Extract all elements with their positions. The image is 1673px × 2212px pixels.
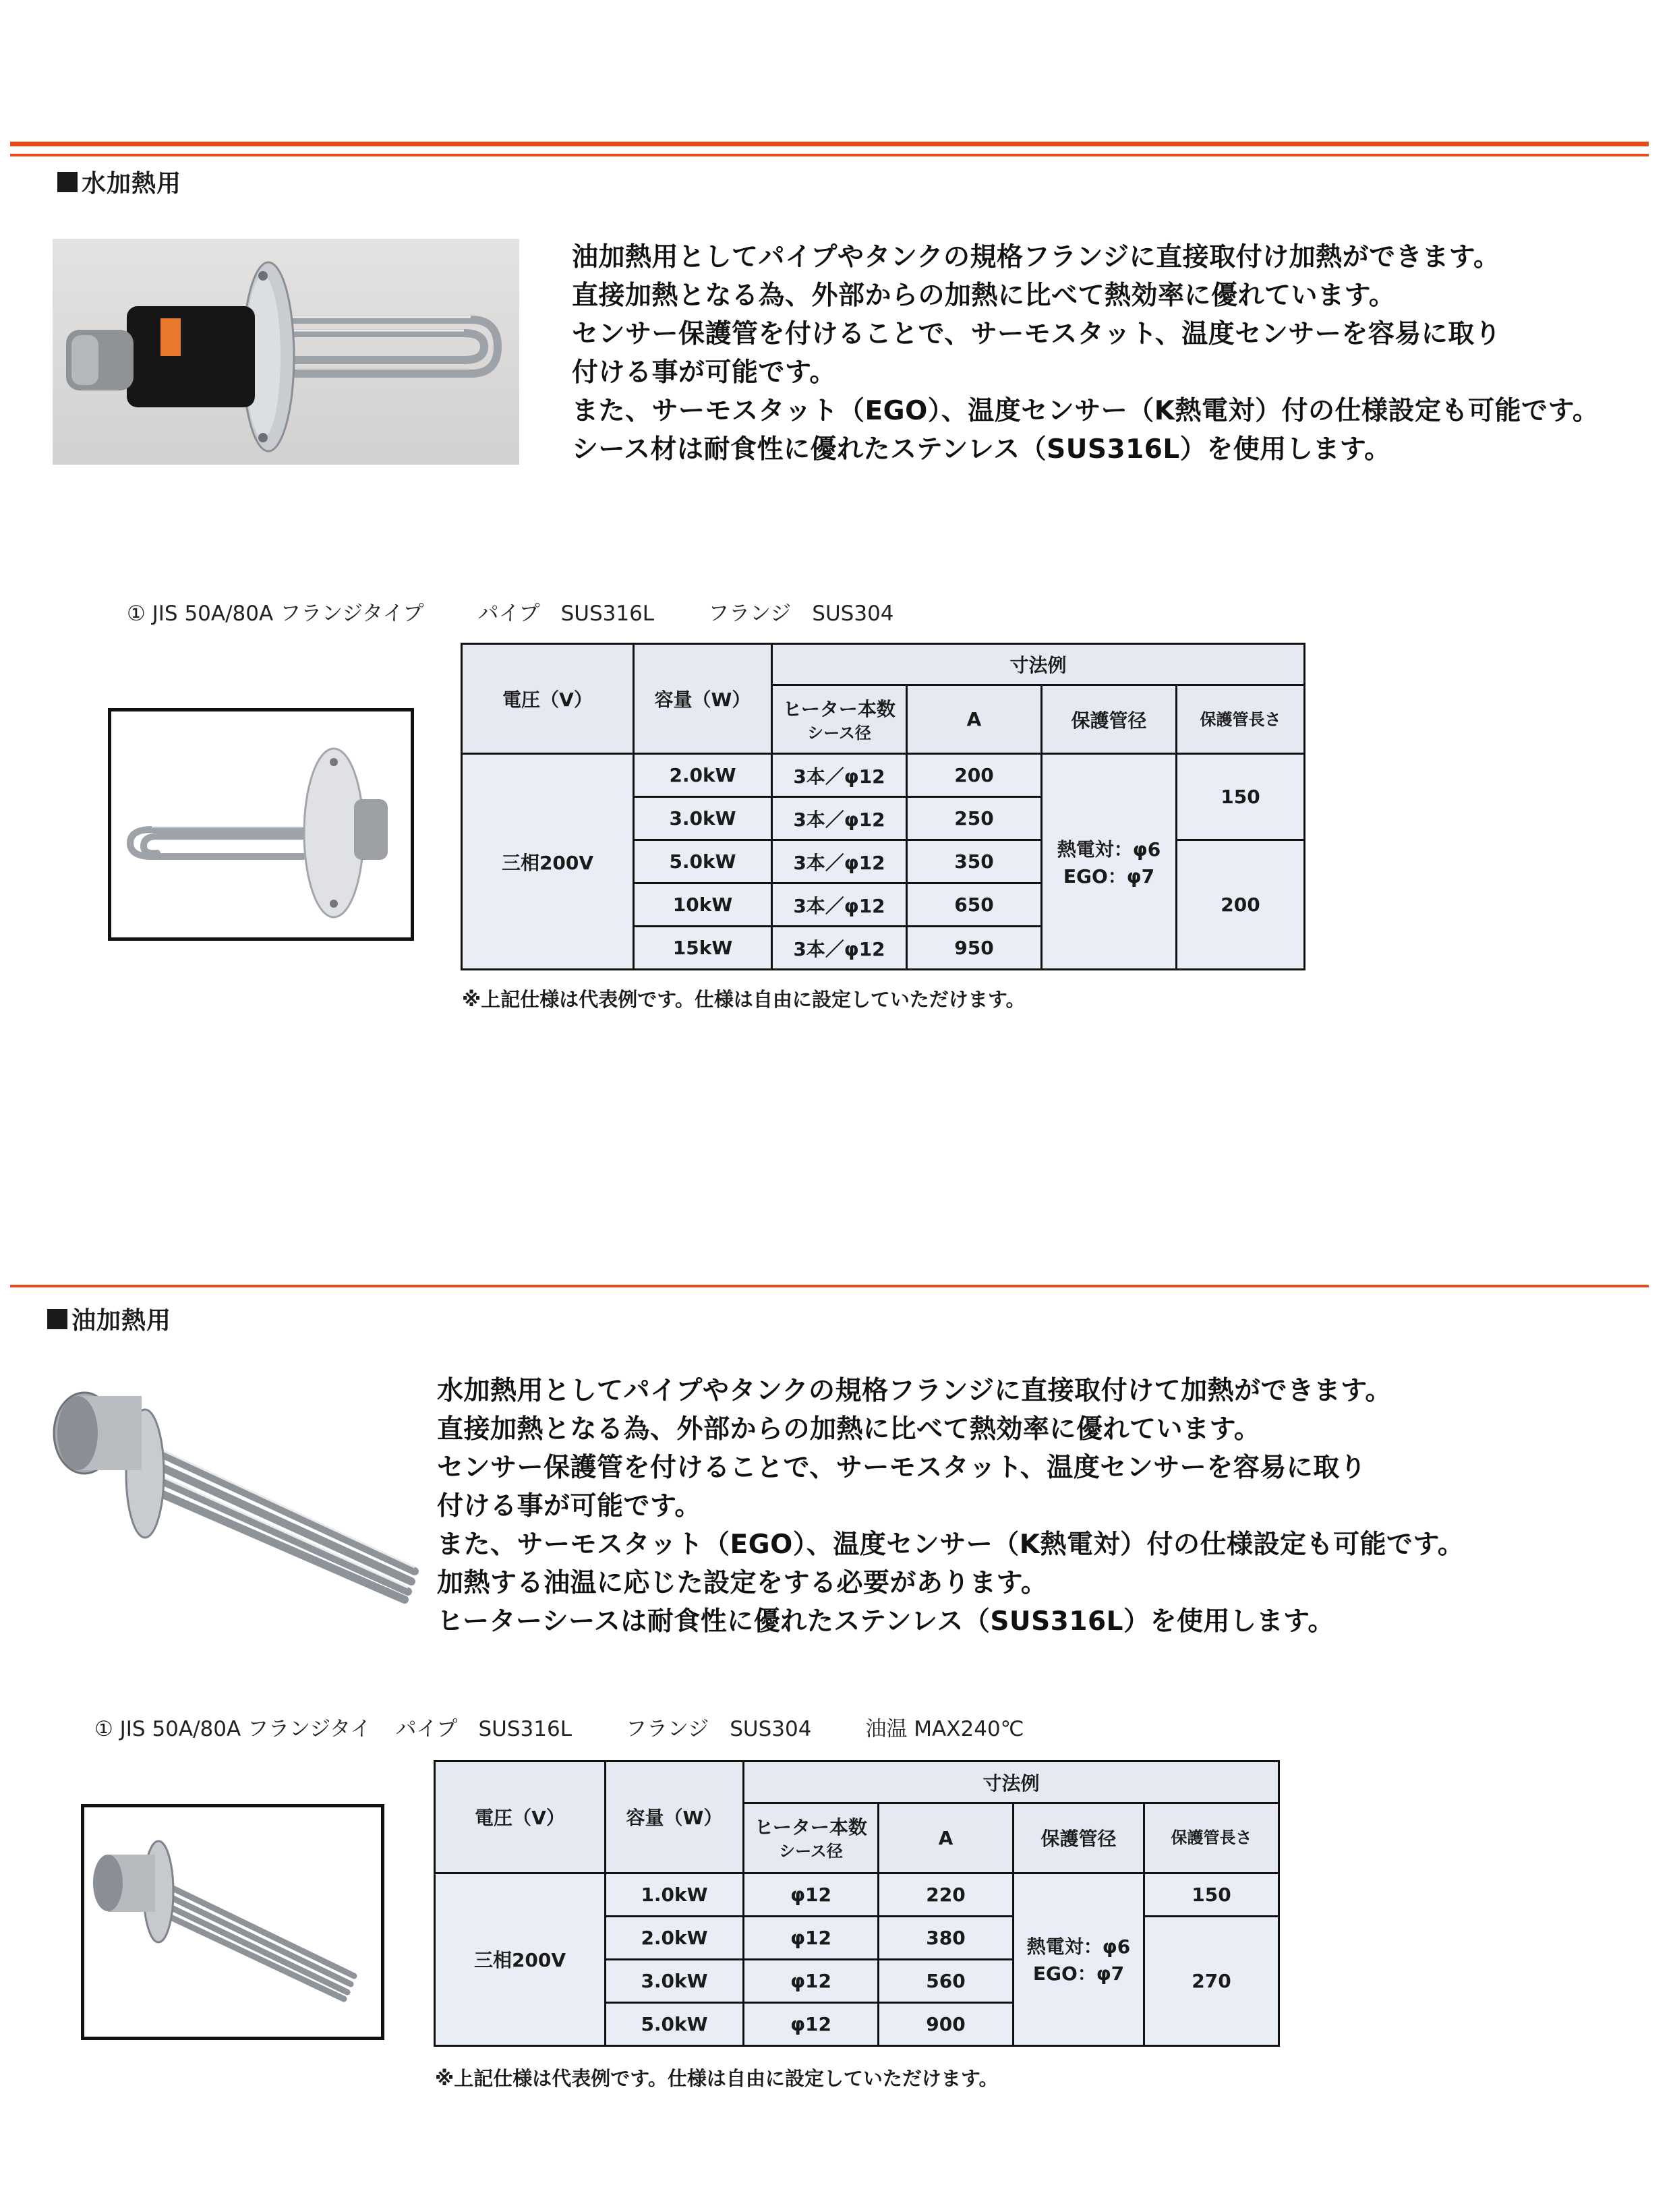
header-heater-count bbox=[744, 1803, 879, 1873]
heater-cell: 3本／φ12 bbox=[772, 883, 907, 927]
desc-line: 油加熱用としてパイプやタンクの規格フランジに直接取付け加熱ができます。 bbox=[572, 242, 1500, 272]
capacity-cell: 1.0kW bbox=[606, 1873, 744, 1916]
desc-line: ヒーターシースは耐食性に優れたステンレス（SUS316L）を使用します。 bbox=[437, 1606, 1334, 1637]
protection-length-cell: 270 bbox=[1144, 1916, 1279, 2045]
spec-oil-temp: 油温 MAX240℃ bbox=[865, 1717, 1024, 1741]
section-title-text: 水加熱用 bbox=[82, 170, 182, 198]
protection-tube-line2: EGO：φ7 bbox=[1032, 1962, 1125, 1985]
header-heater-line2: シース径 bbox=[779, 1842, 843, 1861]
a-cell: 560 bbox=[879, 1959, 1014, 2002]
desc-line: 付ける事が可能です。 bbox=[572, 357, 836, 388]
header-a: A bbox=[879, 1803, 1014, 1873]
a-cell: 380 bbox=[879, 1916, 1014, 1959]
a-cell: 900 bbox=[879, 2002, 1014, 2045]
header-protection-tube: 保護管径 bbox=[1042, 685, 1177, 754]
spec-type: ① JIS 50A/80A フランジタイ bbox=[94, 1717, 372, 1741]
heater-cell: 3本／φ12 bbox=[772, 797, 907, 840]
water-spec-line bbox=[127, 596, 948, 627]
header-protection-tube: 保護管径 bbox=[1014, 1803, 1144, 1873]
spec-flange: フランジ SUS304 bbox=[626, 1717, 812, 1741]
heater-cell: 3本／φ12 bbox=[772, 840, 907, 883]
header-heater-count bbox=[772, 685, 907, 754]
protection-length-cell: 200 bbox=[1177, 840, 1305, 970]
oil-note: ※上記仕様は代表例です。仕様は自由に設定していただけます。 bbox=[435, 2067, 999, 2090]
desc-line: 付ける事が可能です。 bbox=[437, 1491, 701, 1521]
heater-cell: φ12 bbox=[744, 1959, 879, 2002]
heater-cell: 3本／φ12 bbox=[772, 754, 907, 797]
protection-tube-cell bbox=[1042, 754, 1177, 970]
a-cell: 200 bbox=[907, 754, 1042, 797]
header-heater-line1: ヒーター本数 bbox=[755, 1816, 867, 1839]
protection-tube-line1: 熱電対：φ6 bbox=[1057, 838, 1161, 861]
section-divider-rule bbox=[10, 1285, 1649, 1287]
capacity-cell: 10kW bbox=[634, 883, 772, 927]
water-heater-photo bbox=[53, 239, 519, 465]
top-rule-thick bbox=[10, 142, 1649, 146]
capacity-cell: 5.0kW bbox=[606, 2002, 744, 2045]
a-cell: 950 bbox=[907, 927, 1042, 970]
header-a: A bbox=[907, 685, 1042, 754]
desc-line: また、サーモスタット（EGO）、温度センサー（K熱電対）付の仕様設定も可能です。 bbox=[437, 1530, 1465, 1560]
desc-line: 水加熱用としてパイプやタンクの規格フランジに直接取付けて加熱ができます。 bbox=[437, 1376, 1392, 1406]
desc-line: また、サーモスタット（EGO）、温度センサー（K熱電対）付の仕様設定も可能です。 bbox=[572, 396, 1599, 426]
a-cell: 250 bbox=[907, 797, 1042, 840]
header-heater-line1: ヒーター本数 bbox=[783, 697, 896, 720]
spec-type: ① JIS 50A/80A フランジタイプ bbox=[127, 602, 424, 626]
top-rule-thin bbox=[10, 154, 1649, 156]
water-spec-table bbox=[461, 643, 1305, 970]
square-bullet-icon bbox=[57, 172, 78, 192]
protection-length-cell: 150 bbox=[1144, 1873, 1279, 1916]
water-note: ※上記仕様は代表例です。仕様は自由に設定していただけます。 bbox=[462, 988, 1026, 1011]
oil-spec-line bbox=[94, 1712, 1078, 1742]
water-heater-framed-photo bbox=[108, 708, 414, 941]
capacity-cell: 15kW bbox=[634, 927, 772, 970]
desc-line: センサー保護管を付けることで、サーモスタット、温度センサーを容易に取り bbox=[572, 319, 1502, 349]
square-bullet-icon bbox=[47, 1309, 67, 1329]
a-cell: 650 bbox=[907, 883, 1042, 927]
capacity-cell: 3.0kW bbox=[634, 797, 772, 840]
header-capacity: 容量（W） bbox=[606, 1762, 744, 1873]
spec-pipe: パイプ SUS316L bbox=[477, 602, 655, 626]
header-dimensions: 寸法例 bbox=[744, 1762, 1279, 1803]
protection-tube-line2: EGO：φ7 bbox=[1063, 865, 1155, 887]
heater-cell: φ12 bbox=[744, 2002, 879, 2045]
header-heater-line2: シース径 bbox=[807, 723, 871, 743]
a-cell: 220 bbox=[879, 1873, 1014, 1916]
desc-line: 直接加熱となる為、外部からの加熱に比べて熱効率に優れています。 bbox=[437, 1414, 1261, 1445]
water-description bbox=[572, 238, 1599, 469]
section-title-water bbox=[57, 165, 181, 199]
a-cell: 350 bbox=[907, 840, 1042, 883]
protection-tube-cell bbox=[1014, 1873, 1144, 2045]
header-protection-length: 保護管長さ bbox=[1144, 1803, 1279, 1873]
header-voltage: 電圧（V） bbox=[435, 1762, 606, 1873]
capacity-cell: 5.0kW bbox=[634, 840, 772, 883]
section-title-oil bbox=[47, 1302, 171, 1336]
oil-spec-table bbox=[434, 1760, 1280, 2047]
protection-tube-line1: 熱電対：φ6 bbox=[1026, 1936, 1131, 1958]
header-dimensions: 寸法例 bbox=[772, 644, 1305, 685]
heater-cell: φ12 bbox=[744, 1873, 879, 1916]
capacity-cell: 2.0kW bbox=[634, 754, 772, 797]
header-capacity: 容量（W） bbox=[634, 644, 772, 754]
protection-length-cell: 150 bbox=[1177, 754, 1305, 840]
desc-line: シース材は耐食性に優れたステンレス（SUS316L）を使用します。 bbox=[572, 434, 1391, 465]
desc-line: 加熱する油温に応じた設定をする必要があります。 bbox=[437, 1568, 1048, 1598]
desc-line: 直接加熱となる為、外部からの加熱に比べて熱効率に優れています。 bbox=[572, 281, 1396, 311]
capacity-cell: 3.0kW bbox=[606, 1959, 744, 2002]
header-protection-length: 保護管長さ bbox=[1177, 685, 1305, 754]
voltage-cell: 三相200V bbox=[435, 1873, 606, 2045]
oil-description bbox=[437, 1372, 1464, 1641]
oil-heater-photo bbox=[37, 1369, 428, 1612]
heater-cell: 3本／φ12 bbox=[772, 927, 907, 970]
section-title-text: 油加熱用 bbox=[71, 1307, 172, 1335]
oil-heater-framed-photo bbox=[81, 1804, 384, 2040]
desc-line: センサー保護管を付けることで、サーモスタット、温度センサーを容易に取り bbox=[437, 1453, 1367, 1483]
capacity-cell: 2.0kW bbox=[606, 1916, 744, 1959]
spec-flange: フランジ SUS304 bbox=[708, 602, 894, 626]
voltage-cell: 三相200V bbox=[462, 754, 634, 970]
spec-pipe: パイプ SUS316L bbox=[395, 1717, 572, 1741]
header-voltage: 電圧（V） bbox=[462, 644, 634, 754]
heater-cell: φ12 bbox=[744, 1916, 879, 1959]
